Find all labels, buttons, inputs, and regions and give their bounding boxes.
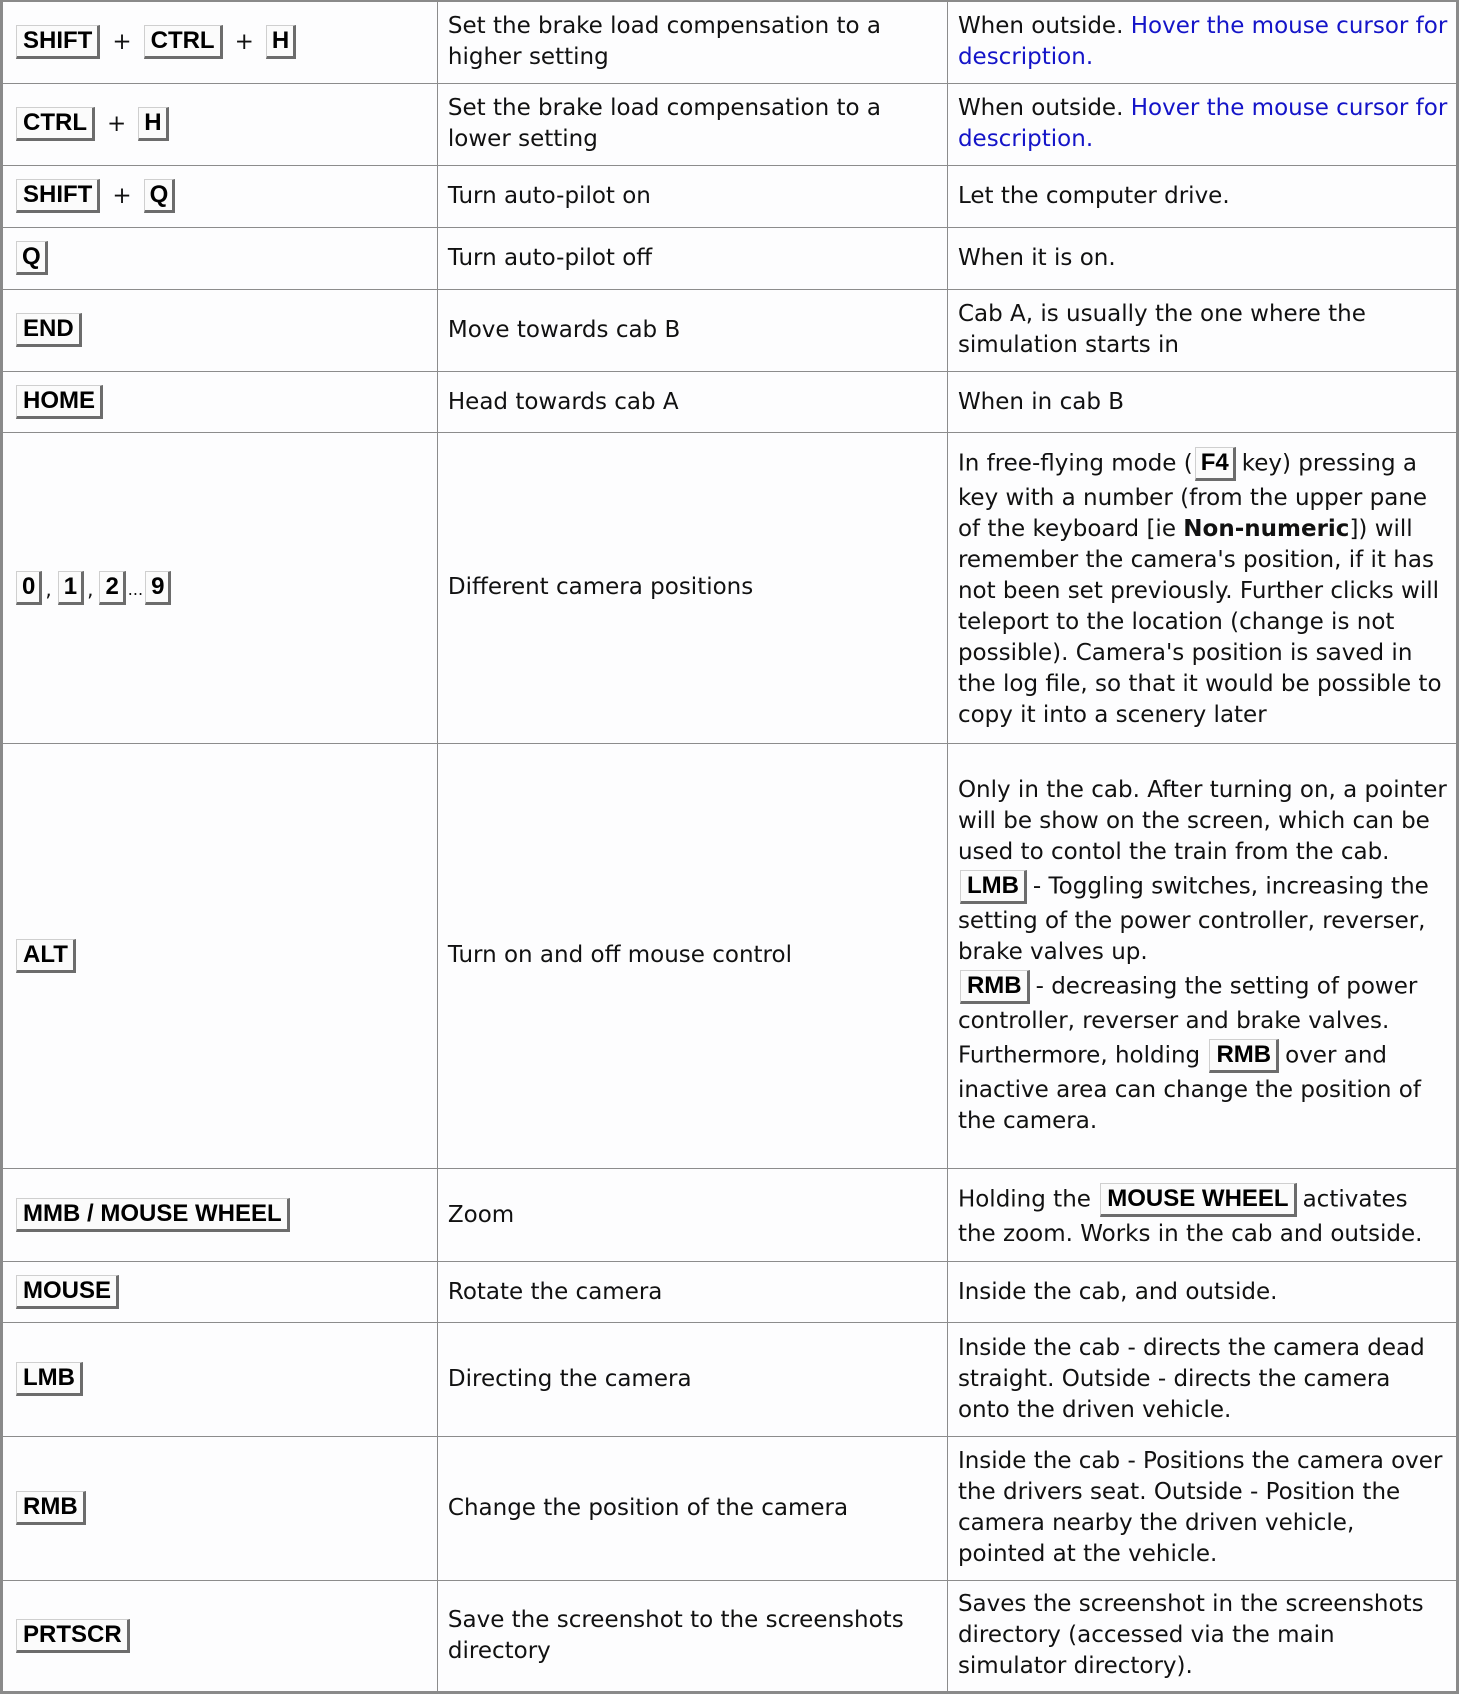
description-cell: Inside the cab, and outside. xyxy=(947,1262,1457,1323)
description-text: key) pressing a key with a number (from the upper pane of the keyboard [ie xyxy=(957,450,1428,542)
key-rmb: RMB xyxy=(1209,1039,1279,1073)
key-cell xyxy=(2,371,438,432)
description-text: When outside. xyxy=(957,95,1124,122)
action-cell: Directing the camera xyxy=(437,1323,947,1436)
table-row xyxy=(2,1436,1458,1580)
plus-sign: + xyxy=(112,182,132,209)
description-text: activates the zoom. Works in the cab and outside. xyxy=(957,1186,1423,1247)
key-1: 1 xyxy=(58,571,84,605)
key-cell xyxy=(2,743,438,1169)
key-ctrl: CTRL xyxy=(144,25,223,59)
key-h: H xyxy=(138,107,168,141)
action-cell: Different camera positions xyxy=(437,433,947,743)
description-text: over and inactive area can change the position of the camera. xyxy=(957,1042,1421,1134)
key-h: H xyxy=(266,25,296,59)
description-text: - decreasing the setting of power controller, reverser and brake valves. Furthermore, holding xyxy=(957,973,1418,1069)
action-cell: Rotate the camera xyxy=(437,1262,947,1323)
key-lmb: LMB xyxy=(16,1362,83,1396)
table-row xyxy=(2,83,1458,165)
plus-sign: + xyxy=(106,110,127,137)
table-row xyxy=(2,1580,1458,1692)
key-cell xyxy=(2,1580,438,1692)
key-alt: ALT xyxy=(16,939,76,973)
description-cell xyxy=(947,743,1457,1169)
table-row xyxy=(2,1262,1458,1323)
key-cell xyxy=(2,1262,438,1323)
description-cell: Let the computer drive. xyxy=(947,165,1457,227)
description-text: Holding the xyxy=(957,1186,1091,1213)
action-cell: Turn on and off mouse control xyxy=(437,743,947,1169)
description-text: In free-flying mode ( xyxy=(957,450,1193,477)
description-cell xyxy=(947,1,1457,83)
table-row xyxy=(2,289,1458,371)
key-rmb: RMB xyxy=(960,970,1030,1004)
separator: , xyxy=(87,576,94,601)
plus-sign: + xyxy=(112,28,132,55)
table-row xyxy=(2,433,1458,743)
description-text: ]) will remember the camera's position, if it has not been set previously. Further clicks will teleport to the location (change is not possible). Camera's position is saved in the log file, so that it would be possible to copy it into a scenery later xyxy=(957,515,1442,728)
plus-sign: + xyxy=(234,28,254,55)
key-cell xyxy=(2,83,438,165)
key-q: Q xyxy=(16,241,48,275)
description-cell xyxy=(947,1169,1457,1262)
key-0: 0 xyxy=(16,571,42,605)
action-cell: Save the screenshot to the screenshots directory xyxy=(437,1580,947,1692)
key-mmb-mouse-wheel: MMB / MOUSE WHEEL xyxy=(16,1198,290,1232)
key-2: 2 xyxy=(99,571,125,605)
description-cell: When it is on. xyxy=(947,227,1457,289)
key-cell xyxy=(2,433,438,743)
key-9: 9 xyxy=(145,571,171,605)
table-row xyxy=(2,1323,1458,1436)
description-text: When outside. xyxy=(957,13,1124,40)
table-row xyxy=(2,165,1458,227)
description-cell: Inside the cab - Positions the camera over the drivers seat. Outside - Position the camera nearby the driven vehicle, pointed at the vehicle. xyxy=(947,1436,1457,1580)
table-row xyxy=(2,371,1458,432)
action-cell: Turn auto-pilot on xyxy=(437,165,947,227)
description-cell: When in cab B xyxy=(947,371,1457,432)
key-cell xyxy=(2,1,438,83)
description-cell xyxy=(947,433,1457,743)
description-text: - Toggling switches, increasing the setting of the power controller, reverser, brake valves up. xyxy=(957,873,1429,965)
key-cell xyxy=(2,227,438,289)
description-cell: Saves the screenshot in the screenshots directory (accessed via the main simulator directory). xyxy=(947,1580,1457,1692)
key-shift: SHIFT xyxy=(16,179,100,213)
separator: , xyxy=(45,576,52,601)
key-shift: SHIFT xyxy=(16,25,100,59)
table-row xyxy=(2,1169,1458,1262)
action-cell: Set the brake load compensation to a higher setting xyxy=(437,1,947,83)
description-cell: Inside the cab - directs the camera dead straight. Outside - directs the camera onto the driven vehicle. xyxy=(947,1323,1457,1436)
description-cell xyxy=(947,83,1457,165)
key-f4: F4 xyxy=(1195,447,1236,481)
hover-description-link[interactable]: Hover the mouse cursor for description. xyxy=(957,95,1448,153)
key-cell xyxy=(2,1169,438,1262)
hover-description-link[interactable]: Hover the mouse cursor for description. xyxy=(957,13,1448,71)
action-cell: Zoom xyxy=(437,1169,947,1262)
key-mouse-wheel: MOUSE WHEEL xyxy=(1100,1183,1296,1217)
description-text: Only in the cab. After turning on, a pointer will be show on the screen, which can be used to contol the train from the cab. xyxy=(957,776,1447,865)
key-cell xyxy=(2,1436,438,1580)
non-numeric-emphasis: Non-numeric xyxy=(1183,515,1350,542)
key-q: Q xyxy=(144,179,176,213)
action-cell: Change the position of the camera xyxy=(437,1436,947,1580)
key-ctrl: CTRL xyxy=(16,107,95,141)
key-end: END xyxy=(16,313,82,347)
table-row xyxy=(2,1,1458,83)
key-lmb: LMB xyxy=(960,870,1027,904)
action-cell: Head towards cab A xyxy=(437,371,947,432)
key-home: HOME xyxy=(16,385,103,419)
ellipsis: ... xyxy=(127,579,144,599)
key-cell xyxy=(2,289,438,371)
action-cell: Turn auto-pilot off xyxy=(437,227,947,289)
key-mouse: MOUSE xyxy=(16,1275,119,1309)
action-cell: Move towards cab B xyxy=(437,289,947,371)
table-row xyxy=(2,743,1458,1169)
table-row xyxy=(2,227,1458,289)
key-cell xyxy=(2,1323,438,1436)
key-prtscr: PRTSCR xyxy=(16,1619,130,1653)
description-cell: Cab A, is usually the one where the simulation starts in xyxy=(947,289,1457,371)
key-cell xyxy=(2,165,438,227)
key-rmb: RMB xyxy=(16,1491,86,1525)
action-cell: Set the brake load compensation to a lower setting xyxy=(437,83,947,165)
